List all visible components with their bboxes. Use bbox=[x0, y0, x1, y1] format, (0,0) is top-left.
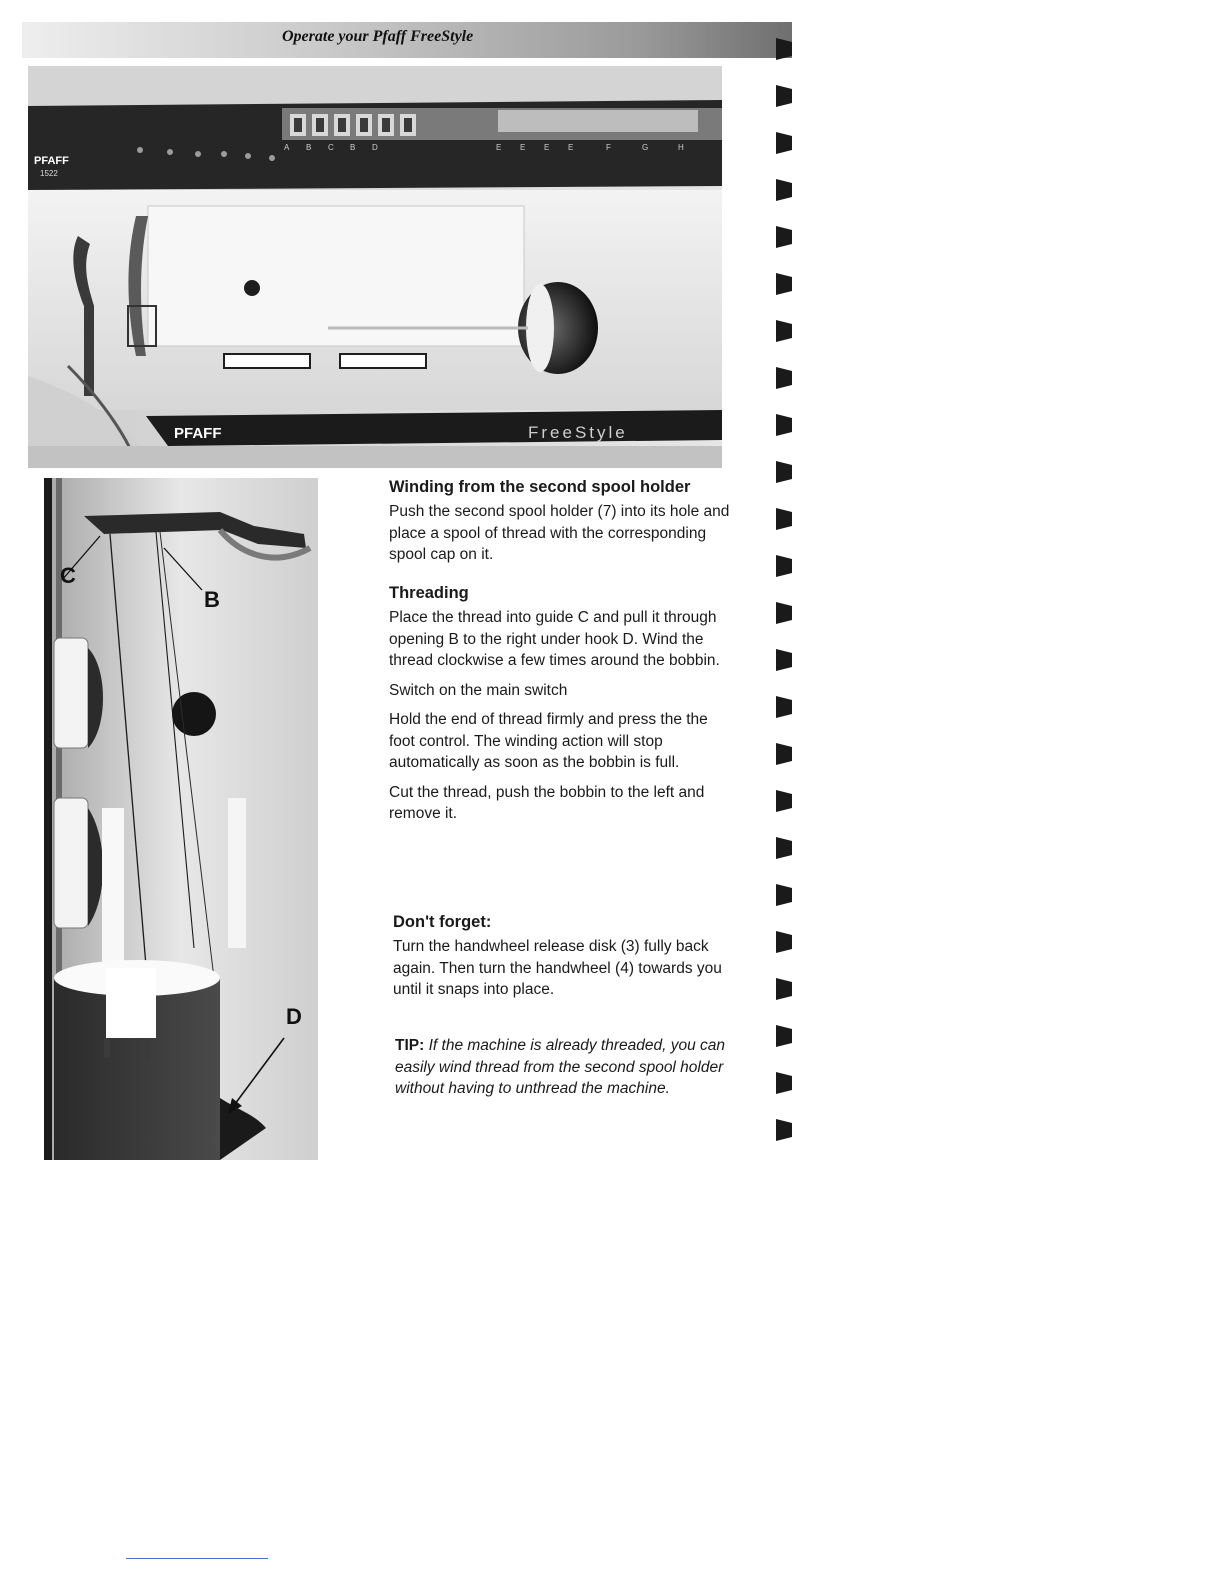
binding-tab bbox=[776, 508, 792, 530]
stitch-letter: F bbox=[606, 143, 611, 152]
callout-d: D bbox=[286, 1004, 302, 1029]
section-tip bbox=[395, 1035, 725, 1108]
front-brand: PFAFF bbox=[174, 425, 222, 442]
binding-tab bbox=[776, 226, 792, 248]
dont-forget-body: Turn the handwheel release disk (3) fully back again. Then turn the handwheel (4) towards you until it snaps into place. bbox=[393, 938, 722, 998]
binding-tab bbox=[776, 1119, 792, 1141]
section-dont-forget bbox=[393, 912, 738, 1009]
threading-heading: Threading bbox=[389, 584, 469, 602]
binding-tab bbox=[776, 1025, 792, 1047]
panel-model: 1522 bbox=[40, 169, 58, 178]
binding-tab bbox=[776, 696, 792, 718]
binding-tab bbox=[776, 790, 792, 812]
stitch-letter: E bbox=[568, 143, 574, 152]
binding-tab bbox=[776, 273, 792, 295]
binding-tab bbox=[776, 884, 792, 906]
footer-rule bbox=[126, 1558, 268, 1559]
section-threading bbox=[389, 583, 734, 833]
callout-c: C bbox=[60, 563, 76, 588]
callout-b: B bbox=[204, 587, 220, 612]
tip-body: If the machine is already threaded, you can easily wind thread from the second spool holder without having to unthread the machine. bbox=[395, 1037, 725, 1097]
stitch-letter: E bbox=[544, 143, 550, 152]
binding-tab bbox=[776, 1072, 792, 1094]
threading-p1: Place the thread into guide C and pull it through opening B to the right under hook D. Wind the thread clockwise a few times around the bobbin. bbox=[389, 609, 720, 669]
tip-label: TIP: bbox=[395, 1037, 425, 1054]
binding-tab bbox=[776, 743, 792, 765]
winding-body: Push the second spool holder (7) into its hole and place a spool of thread with the corresponding spool cap on it. bbox=[389, 503, 730, 563]
threading-p3: Hold the end of thread firmly and press the the foot control. The winding action will stop automatically as soon as the bobbin is full. bbox=[389, 711, 708, 771]
binding-tab bbox=[776, 837, 792, 859]
machine-top-photo bbox=[28, 66, 722, 468]
stitch-letter: B bbox=[350, 143, 356, 152]
binding-tab bbox=[776, 38, 792, 60]
stitch-letter: B bbox=[306, 143, 312, 152]
threading-p2: Switch on the main switch bbox=[389, 681, 568, 699]
binding-tab bbox=[776, 649, 792, 671]
dont-forget-heading: Don't forget: bbox=[393, 913, 492, 931]
binding-tab bbox=[776, 132, 792, 154]
front-model: FreeStyle bbox=[528, 423, 628, 442]
binding-tab bbox=[776, 602, 792, 624]
stitch-letter: A bbox=[284, 143, 290, 152]
spiral-binding bbox=[770, 18, 800, 1168]
stitch-letter: G bbox=[642, 143, 649, 152]
binding-tab bbox=[776, 555, 792, 577]
binding-tab bbox=[776, 414, 792, 436]
threading-p4: Cut the thread, push the bobbin to the left and remove it. bbox=[389, 783, 705, 822]
stitch-letter: H bbox=[678, 143, 684, 152]
stitch-letter: E bbox=[520, 143, 526, 152]
binding-tab bbox=[776, 85, 792, 107]
stitch-letter: C bbox=[328, 143, 334, 152]
stitch-letter: E bbox=[496, 143, 502, 152]
binding-tab bbox=[776, 179, 792, 201]
spool-holder-photo bbox=[44, 478, 318, 1160]
stitch-letter: D bbox=[372, 143, 378, 152]
binding-tab bbox=[776, 461, 792, 483]
winding-heading: Winding from the second spool holder bbox=[389, 478, 691, 496]
binding-tab bbox=[776, 320, 792, 342]
running-head: Operate your Pfaff FreeStyle bbox=[282, 28, 474, 45]
section-winding bbox=[389, 477, 734, 574]
panel-brand: PFAFF bbox=[34, 155, 69, 167]
binding-tab bbox=[776, 367, 792, 389]
binding-tab bbox=[776, 978, 792, 1000]
binding-tab bbox=[776, 931, 792, 953]
